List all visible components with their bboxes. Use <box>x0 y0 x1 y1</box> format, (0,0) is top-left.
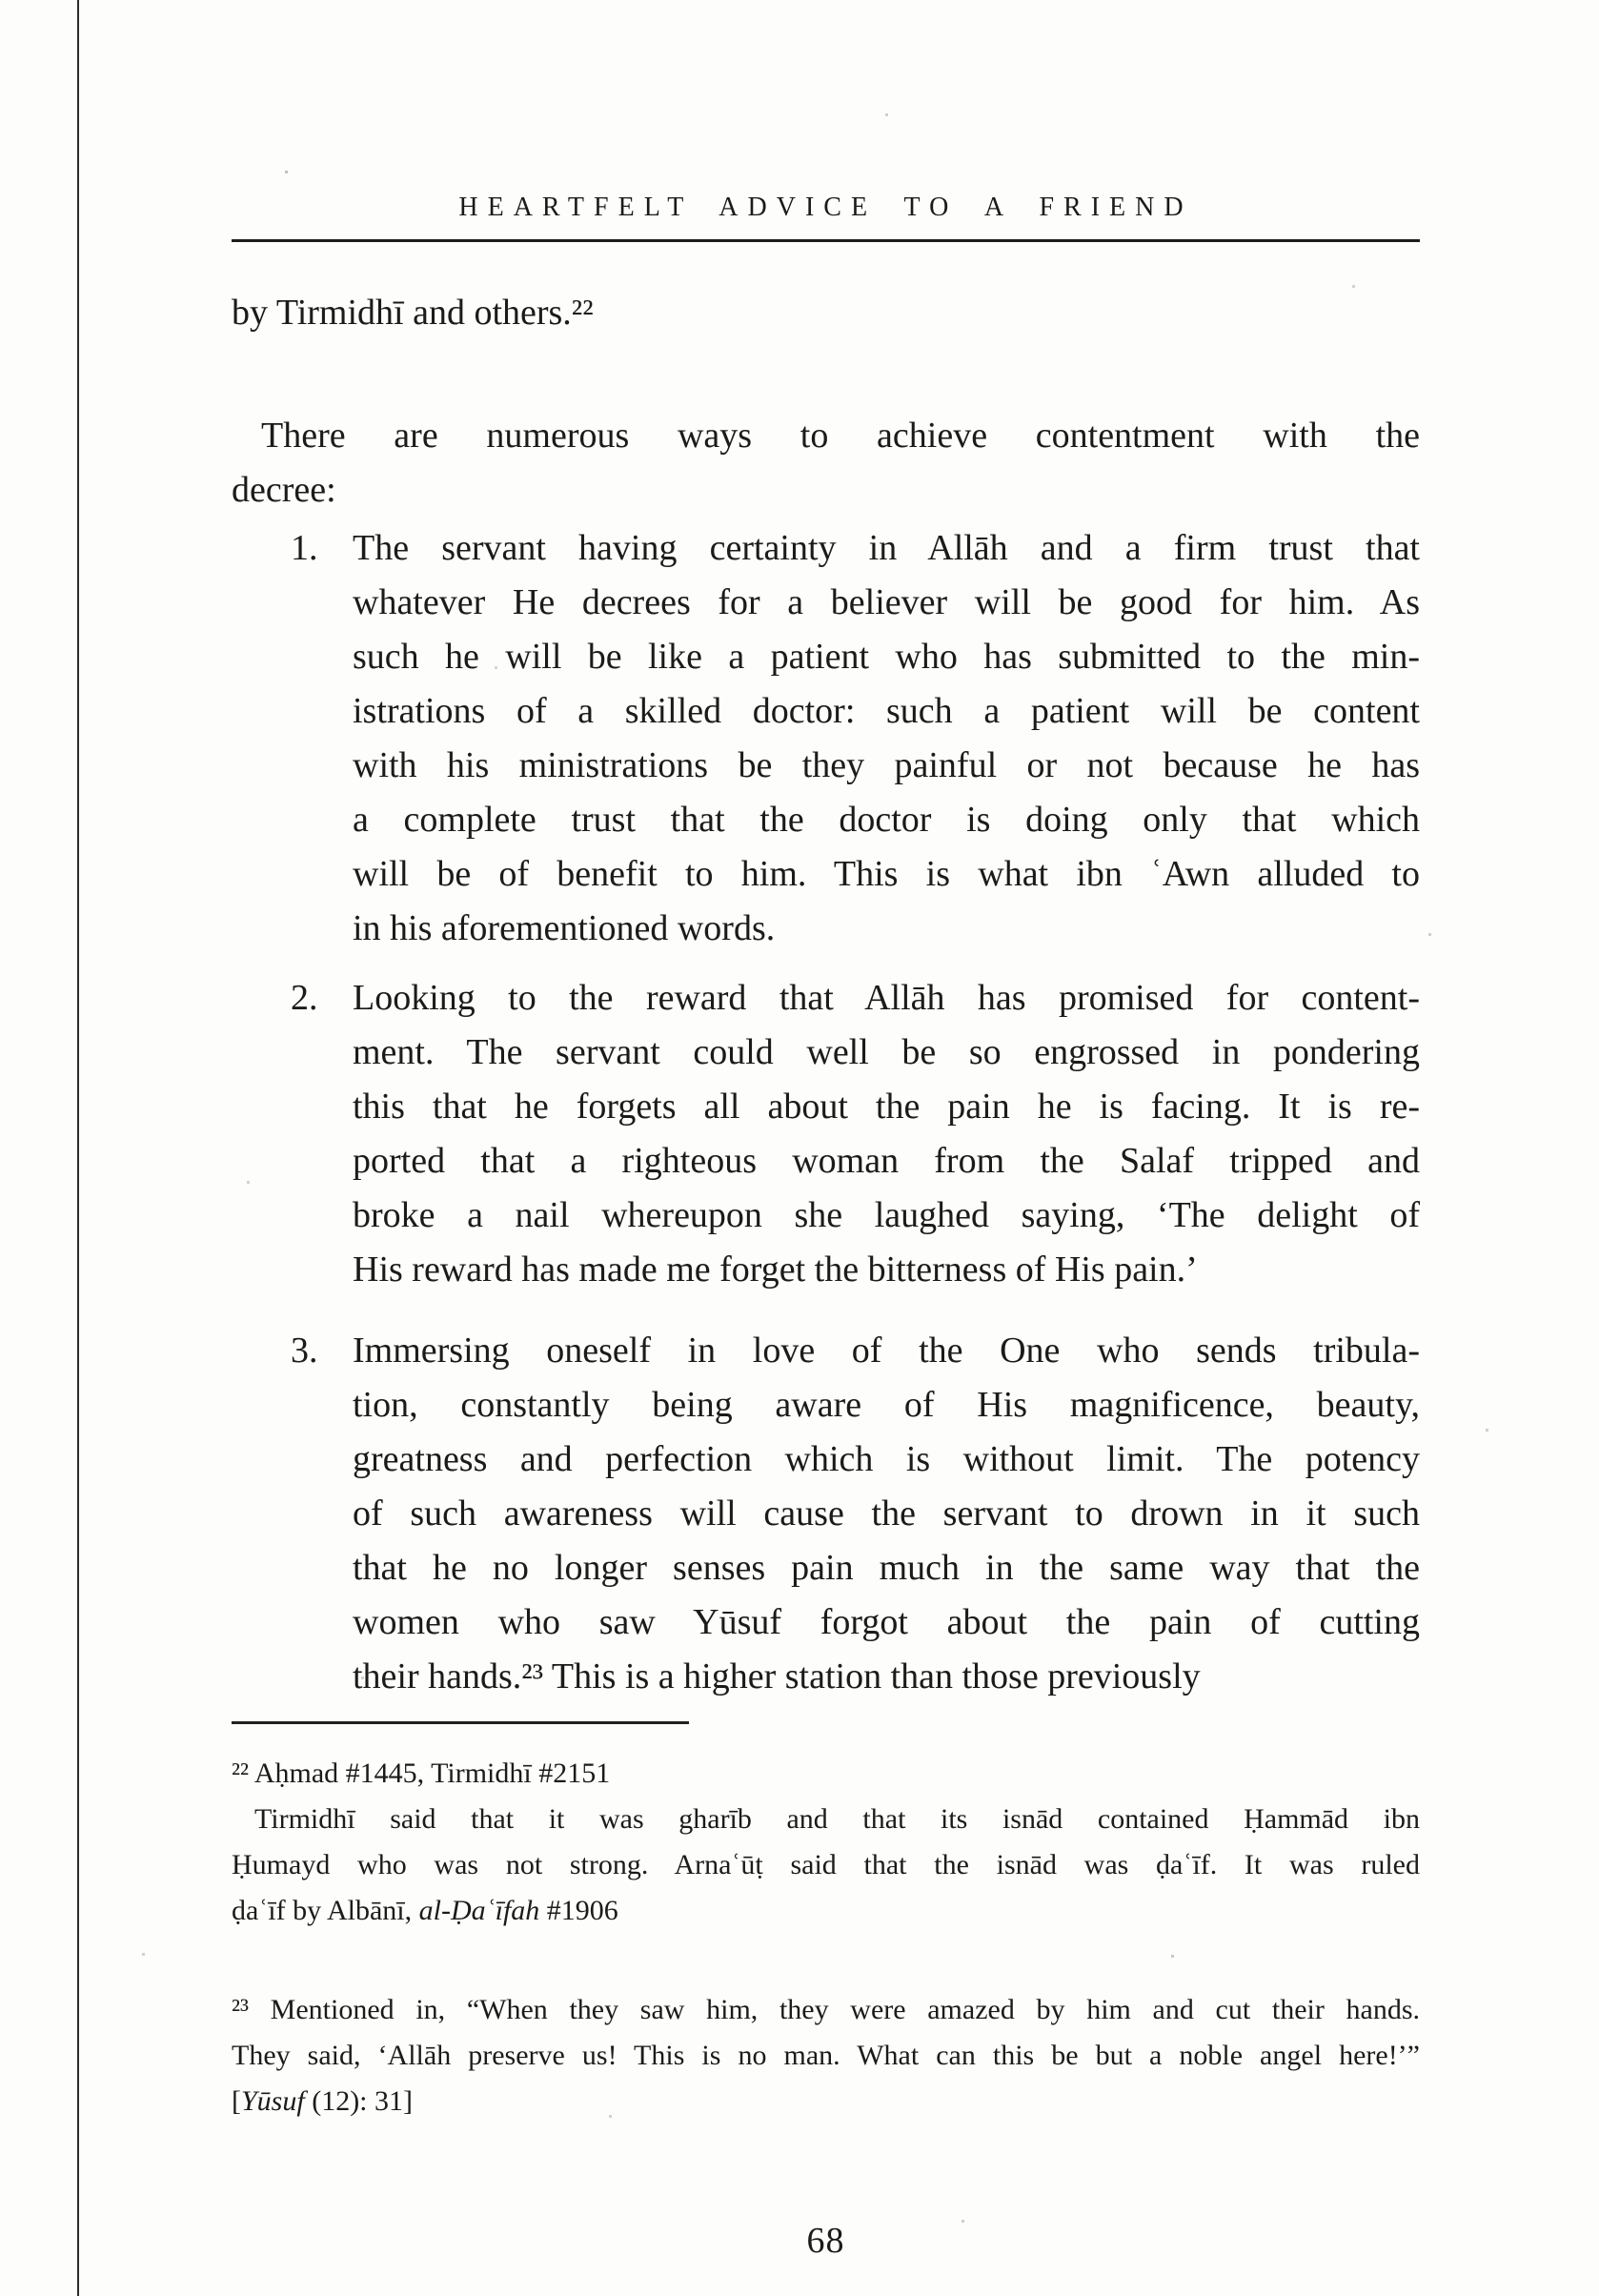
list-number-2: 2. <box>291 978 318 1018</box>
text-line: ported that a righteous woman from the Salaf tripped and <box>353 1141 1420 1181</box>
footnote-22-reference-line: ²² Aḥmad #1445, Tirmidhī #2151 <box>232 1758 611 1789</box>
text-line: Tirmidhī said that it was gharīb and that its isnād contained Ḥammād ibn <box>254 1803 1420 1835</box>
page-content <box>232 0 1420 2264</box>
text-line: ment. The servant could well be so engrossed in pondering <box>353 1032 1420 1072</box>
scan-gutter-line <box>77 0 79 2296</box>
scan-specks <box>0 0 1 1</box>
footnote-23-surah-name: Yūsuf <box>241 2085 305 2117</box>
list-item-1 <box>232 521 1420 956</box>
list-item-2 <box>232 971 1420 1297</box>
text-line: His reward has made me forget the bitterness of His pain.’ <box>353 1250 1198 1290</box>
text-line: will be of benefit to him. This is what ibn ʿAwn alluded to <box>353 854 1420 894</box>
footnote-22-last-line-post: #1906 <box>539 1895 618 1926</box>
text-line: in his aforementioned words. <box>353 908 776 948</box>
text-line: tion, constantly being aware of His magnificence, beauty, <box>353 1385 1420 1425</box>
text-line: their hands.²³ This is a higher station than those previously <box>353 1656 1201 1697</box>
header-rule <box>232 239 1420 242</box>
text-line: There are numerous ways to achieve contentment with the <box>261 416 1420 456</box>
text-line: They said, ‘Allāh preserve us! This is no man. What can this be but a noble angel here!’” <box>232 2040 1420 2071</box>
text-line: whatever He decrees for a believer will be good for him. As <box>353 582 1420 622</box>
text-line: a complete trust that the doctor is doing only that which <box>353 800 1420 840</box>
text-line: Immersing oneself in love of the One who sends tribula- <box>353 1331 1420 1371</box>
text-line: Ḥumayd who was not strong. Arnaʿūṭ said that the isnād was ḍaʿīf. It was ruled <box>232 1849 1420 1880</box>
paragraph-opening: by Tirmidhī and others.²² <box>232 293 594 333</box>
list-item-2-text <box>353 971 1420 1297</box>
list-number-3: 3. <box>291 1331 318 1371</box>
paragraph-intro <box>232 409 1420 518</box>
footnote-22 <box>232 1751 1420 1934</box>
text-line: this that he forgets all about the pain he is facing. It is re- <box>353 1087 1420 1127</box>
page-number: 68 <box>806 2221 845 2261</box>
list-item-3-text <box>353 1324 1420 1704</box>
footnote-separator-rule <box>232 1721 689 1724</box>
text-line: with his ministrations be they painful or not because he has <box>353 745 1420 785</box>
text-line: broke a nail whereupon she laughed saying, ‘The delight of <box>353 1195 1420 1235</box>
text-line: greatness and perfection which is without limit. The potency <box>353 1439 1420 1479</box>
list-item-1-text <box>353 521 1420 956</box>
list-number-1: 1. <box>291 528 318 568</box>
footnote-22-last-line-pre: ḍaʿīf by Albānī, <box>232 1895 419 1926</box>
text-line: that he no longer senses pain much in the same way that the <box>353 1548 1420 1588</box>
footnote-22-last-line <box>232 1888 1420 1934</box>
footnotes-section <box>232 1751 1420 2124</box>
text-line: of such awareness will cause the servant to drown in it such <box>353 1493 1420 1534</box>
text-line: women who saw Yūsuf forgot about the pain of cutting <box>353 1602 1420 1642</box>
text-line: Looking to the reward that Allāh has promised for content- <box>353 978 1420 1018</box>
text-line: The servant having certainty in Allāh and a firm trust that <box>353 528 1420 568</box>
footnote-22-commentary <box>232 1797 1420 1888</box>
footnote-23 <box>232 1987 1420 2124</box>
text-line: decree: <box>232 470 336 510</box>
text-line: ²³ Mentioned in, “When they saw him, they were amazed by him and cut their hands. <box>232 1994 1420 2025</box>
text-line: istrations of a skilled doctor: such a patient will be content <box>353 691 1420 731</box>
footnote-23-ref-post: (12): 31] <box>304 2085 414 2117</box>
running-header-title: HEARTFELT ADVICE TO A FRIEND <box>458 193 1193 222</box>
footnote-23-ref-pre: [ <box>232 2085 241 2117</box>
list-item-3 <box>232 1324 1420 1704</box>
text-line: such he will be like a patient who has submitted to the min- <box>353 637 1420 677</box>
footnote-22-book-title: al-Ḍaʿīfah <box>418 1895 540 1926</box>
footnote-23-verse-reference <box>232 2079 1420 2124</box>
footnote-23-quote <box>232 1987 1420 2079</box>
